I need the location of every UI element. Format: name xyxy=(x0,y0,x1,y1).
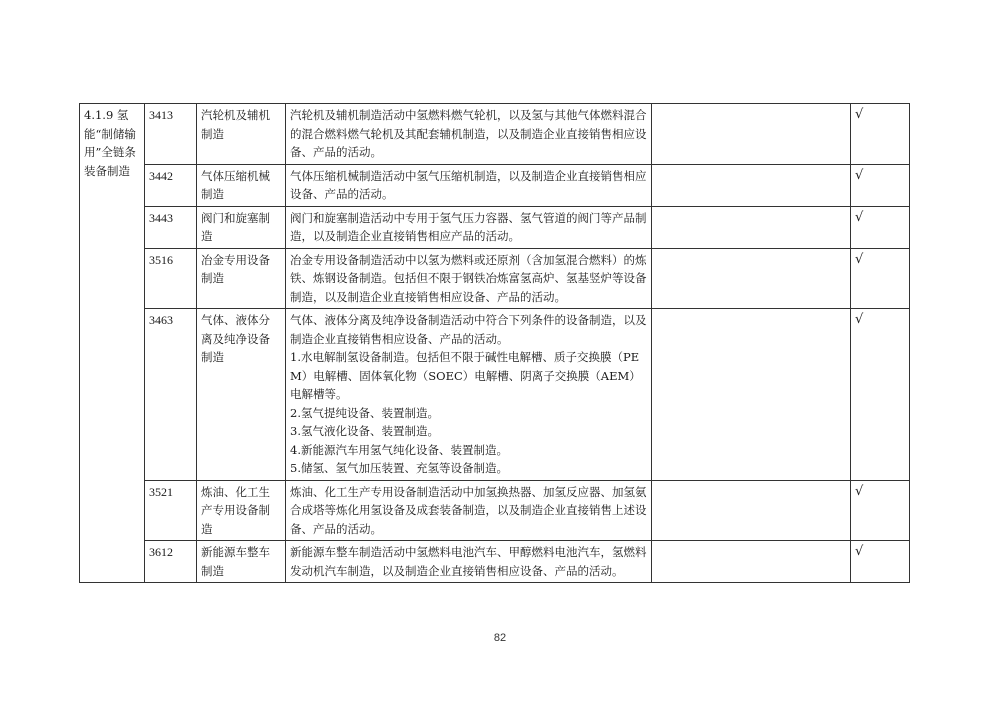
check-mark: √ xyxy=(851,248,910,309)
industry-name: 汽轮机及辅机制造 xyxy=(197,104,286,165)
industry-code: 3463 xyxy=(145,309,197,481)
note-cell xyxy=(652,104,851,165)
description-line: 1.水电解制氢设备制造。包括但不限于碱性电解槽、质子交换膜（PEM）电解槽、固体氧化物（SOEC）电解槽、阴离子交换膜（AEM）电解槽等。 xyxy=(290,350,641,401)
industry-name: 炼油、化工生产专用设备制造 xyxy=(197,480,286,541)
description-line: 气体、液体分离及纯净设备制造活动中符合下列条件的设备制造，以及制造企业直接销售相应设备、产品的活动。 xyxy=(290,313,647,346)
industry-description xyxy=(286,480,652,541)
check-mark: √ xyxy=(851,206,910,248)
table-row xyxy=(80,541,910,583)
description-line: 气体压缩机械制造活动中氢气压缩机制造，以及制造企业直接销售相应设备、产品的活动。 xyxy=(290,168,647,201)
page-number: 82 xyxy=(493,632,507,644)
industry-code: 3612 xyxy=(145,541,197,583)
industry-description xyxy=(286,104,652,165)
industry-description xyxy=(286,164,652,206)
note-cell xyxy=(652,248,851,309)
check-mark: √ xyxy=(851,309,910,481)
industry-name: 冶金专用设备制造 xyxy=(197,248,286,309)
note-cell xyxy=(652,309,851,481)
industry-code: 3521 xyxy=(145,480,197,541)
industry-code: 3443 xyxy=(145,206,197,248)
check-mark: √ xyxy=(851,480,910,541)
check-mark: √ xyxy=(851,104,910,165)
description-line: 汽轮机及辅机制造活动中氢燃料燃气轮机，以及氢与其他气体燃料混合的混合燃料燃气轮机及其配套辅机制造，以及制造企业直接销售相应设备、产品的活动。 xyxy=(290,108,647,159)
description-line: 2.氢气提纯设备、装置制造。 xyxy=(290,405,439,420)
table-row xyxy=(80,309,910,481)
table-row xyxy=(80,104,910,165)
industry-name: 气体、液体分离及纯净设备制造 xyxy=(197,309,286,481)
industry-description xyxy=(286,309,652,481)
industry-name: 气体压缩机械制造 xyxy=(197,164,286,206)
description-line: 炼油、化工生产专用设备制造活动中加氢换热器、加氢反应器、加氢氨合成塔等炼化用氢设备及成套装备制造，以及制造企业直接销售上述设备、产品的活动。 xyxy=(290,484,647,536)
table-row xyxy=(80,248,910,309)
industry-description xyxy=(286,206,652,248)
industry-description xyxy=(286,541,652,583)
description-line: 5.储氢、氢气加压装置、充氢等设备制造。 xyxy=(290,461,508,475)
description-line: 阀门和旋塞制造活动中专用于氢气压力容器、氢气管道的阀门等产品制造，以及制造企业直接销售相应产品的活动。 xyxy=(290,210,647,243)
note-cell xyxy=(652,541,851,583)
description-line: 3.氢气液化设备、装置制造。 xyxy=(290,424,439,438)
check-mark: √ xyxy=(851,164,910,206)
note-cell xyxy=(652,480,851,541)
table-row xyxy=(80,206,910,248)
industry-name: 阀门和旋塞制造 xyxy=(197,206,286,248)
industry-code: 3413 xyxy=(145,104,197,165)
description-line: 新能源车整车制造活动中氢燃料电池汽车、甲醇燃料电池汽车，氢燃料发动机汽车制造，以及制造企业直接销售相应设备、产品的活动。 xyxy=(290,545,647,578)
description-line: 4.新能源汽车用氢气纯化设备、装置制造。 xyxy=(290,442,508,457)
industry-description xyxy=(286,248,652,309)
note-cell xyxy=(652,206,851,248)
note-cell xyxy=(652,164,851,206)
description-line: 冶金专用设备制造活动中以氢为燃料或还原剂（含加氢混合燃料）的炼铁、炼钢设备制造。包括但不限于钢铁冶炼富氢高炉、氢基竖炉等设备制造，以及制造企业直接销售相应设备、产品的活动。 xyxy=(290,252,647,304)
industry-table xyxy=(79,103,910,583)
industry-code: 3442 xyxy=(145,164,197,206)
check-mark: √ xyxy=(851,541,910,583)
industry-name: 新能源车整车制造 xyxy=(197,541,286,583)
table-row xyxy=(80,480,910,541)
table-row xyxy=(80,164,910,206)
industry-code: 3516 xyxy=(145,248,197,309)
category-cell: 4.1.9 氢能“制储输用”全链条装备制造 xyxy=(80,104,145,583)
